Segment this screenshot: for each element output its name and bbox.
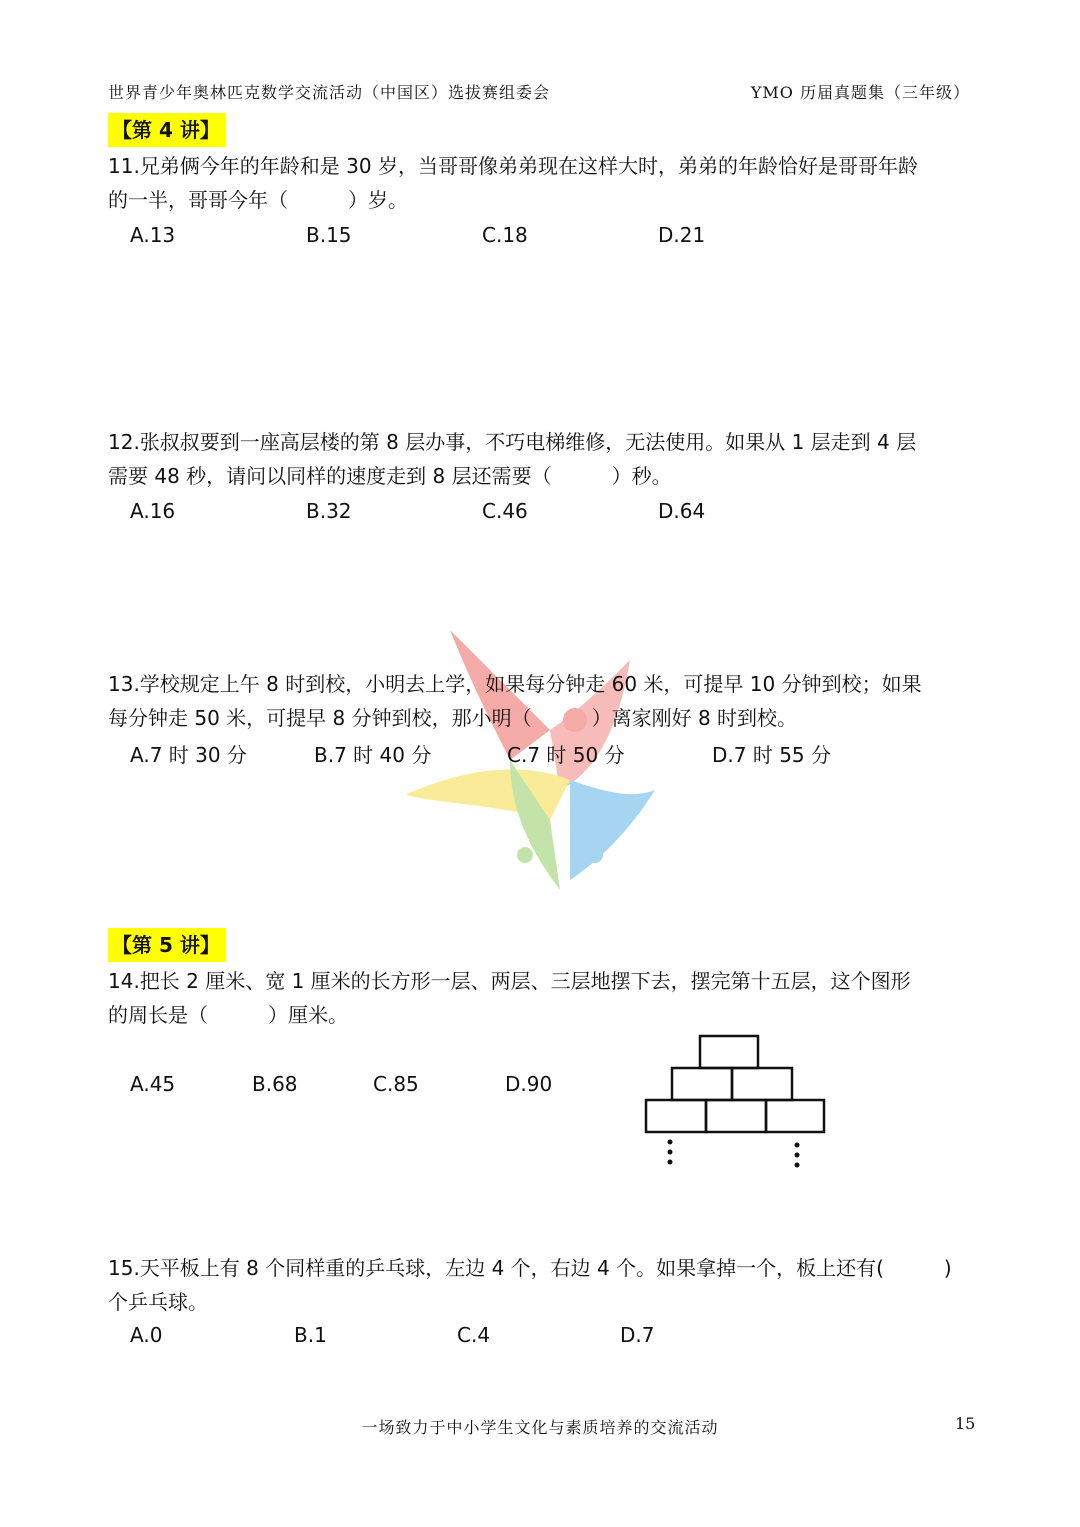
question-14: [108, 964, 983, 1032]
q11-option-d: D.21: [658, 223, 706, 247]
q11-option-b: B.15: [306, 223, 352, 247]
question-12-line1: 12.张叔叔要到一座高层楼的第 8 层办事，不巧电梯维修，无法使用。如果从 1 层走到 4 层: [108, 430, 917, 454]
q13-option-a: A.7 时 30 分: [130, 743, 247, 767]
question-12: [108, 425, 983, 493]
question-11-line2: 的一半，哥哥今年（ ）岁。: [108, 188, 408, 212]
q11-option-c: C.18: [482, 223, 528, 247]
lecture-tag-5: 【第 5 讲】: [108, 928, 226, 962]
question-11: [108, 149, 983, 217]
q12-option-b: B.32: [306, 499, 352, 523]
q14-option-c: C.85: [373, 1072, 419, 1096]
q13-option-b: B.7 时 40 分: [314, 743, 432, 767]
q13-option-c: C.7 时 50 分: [507, 743, 625, 767]
page-number: 15: [955, 1414, 976, 1433]
question-15-line1: 15.天平板上有 8 个同样重的乒乓球，左边 4 个，右边 4 个。如果拿掉一个，板上还有( ): [108, 1256, 952, 1280]
q13-option-d: D.7 时 55 分: [712, 743, 832, 767]
q12-option-d: D.64: [658, 499, 706, 523]
page-footer: 一场致力于中小学生文化与素质培养的交流活动: [361, 1418, 719, 1437]
q14-option-b: B.68: [252, 1072, 298, 1096]
question-14-line2: 的周长是（ ）厘米。: [108, 1003, 348, 1027]
q15-option-c: C.4: [457, 1323, 491, 1347]
brick-pyramid-figure: [640, 1030, 840, 1180]
question-11-line1: 11.兄弟俩今年的年龄和是 30 岁，当哥哥像弟弟现在这样大时，弟弟的年龄恰好是哥哥年龄: [108, 154, 918, 178]
question-12-line2: 需要 48 秒，请问以同样的速度走到 8 层还需要（ ）秒。: [108, 464, 672, 488]
q15-option-d: D.7: [620, 1323, 655, 1347]
question-15-line2: 个乒乓球。: [108, 1290, 208, 1314]
q11-option-a: A.13: [130, 223, 176, 247]
q14-option-d: D.90: [505, 1072, 553, 1096]
page-header-right: YMO 历届真题集（三年级）: [750, 83, 970, 102]
question-15: [108, 1251, 983, 1319]
q12-option-c: C.46: [482, 499, 528, 523]
question-13-line1: 13.学校规定上午 8 时到校，小明去上学，如果每分钟走 60 米，可提早 10 分钟到校；如果: [108, 672, 922, 696]
q15-option-b: B.1: [294, 1323, 327, 1347]
q15-option-a: A.0: [130, 1323, 163, 1347]
q14-option-a: A.45: [130, 1072, 176, 1096]
question-13-line2: 每分钟走 50 米，可提早 8 分钟到校，那小明（ ）离家刚好 8 时到校。: [108, 706, 798, 730]
q12-option-a: A.16: [130, 499, 176, 523]
page-header-left: 世界青少年奥林匹克数学交流活动（中国区）选拔赛组委会: [108, 83, 551, 102]
question-14-line1: 14.把长 2 厘米、宽 1 厘米的长方形一层、两层、三层地摆下去，摆完第十五层，这个图形: [108, 969, 911, 993]
lecture-tag-4: 【第 4 讲】: [108, 113, 226, 147]
question-13: [108, 667, 983, 735]
